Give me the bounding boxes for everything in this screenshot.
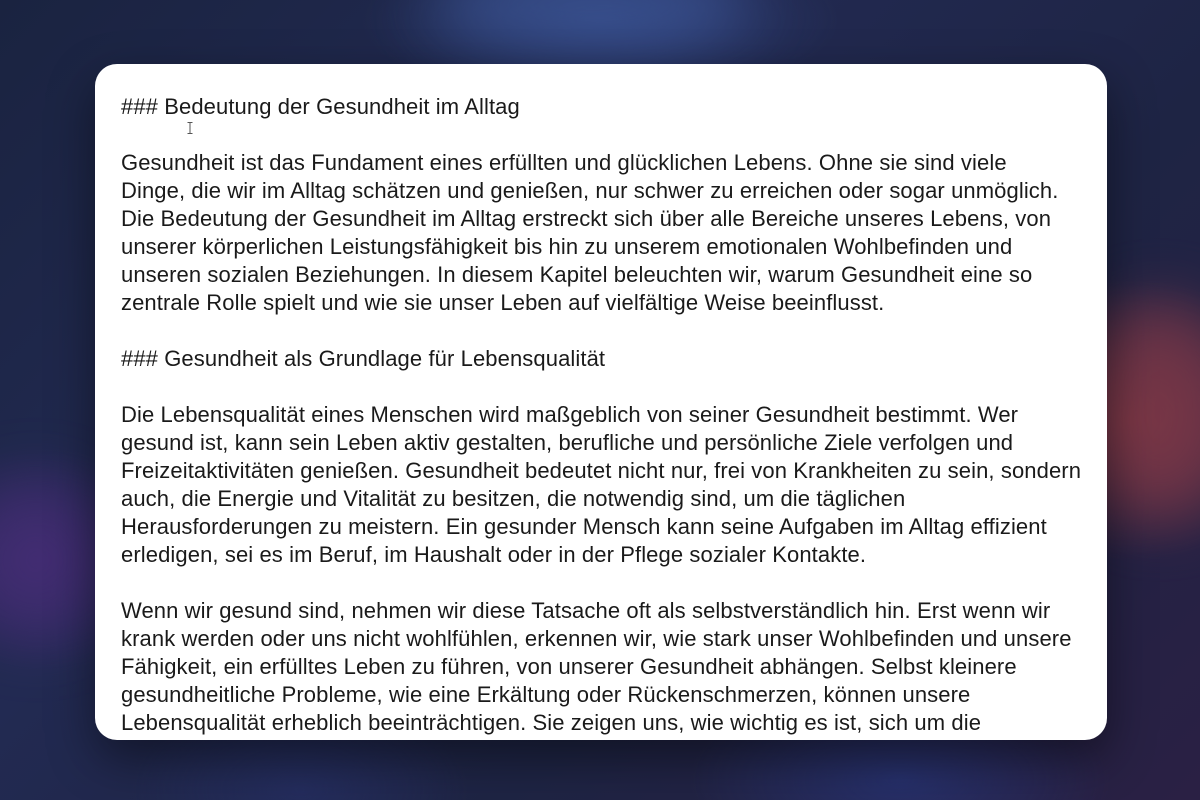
blank-line [121,317,1107,345]
paragraph-line: Wenn wir gesund sind, nehmen wir diese Tatsache oft als selbstverständlich hin. Erst wenn wir [121,598,1051,623]
paragraph-line: Dinge, die wir im Alltag schätzen und genießen, nur schwer zu erreichen oder sogar unmöglich. [121,178,1059,203]
blank-line [121,121,1107,149]
paragraph-line: Gesundheit ist das Fundament eines erfüllten und glücklichen Lebens. Ohne sie sind viele [121,150,1007,175]
background-blob [430,0,750,50]
paragraph-line: Freizeitaktivitäten genießen. Gesundheit bedeutet nicht nur, frei von Krankheiten zu sein, sondern [121,458,1082,483]
document-window [95,64,1107,740]
paragraph-line: Fähigkeit, ein erfülltes Leben zu führen, von unserer Gesundheit abhängen. Selbst kleinere [121,654,1017,679]
paragraph [121,597,1107,737]
paragraph-line: gesundheitliche Probleme, wie eine Erkältung oder Rückenschmerzen, können unsere [121,682,971,707]
document-body[interactable] [121,93,1107,737]
paragraph-line: krank werden oder uns nicht wohlfühlen, erkennen wir, wie stark unser Wohlbefinden und unsere [121,626,1072,651]
paragraph [121,149,1107,317]
blank-line [121,373,1107,401]
document-heading: ### Gesundheit als Grundlage für Lebensqualität [121,346,606,371]
background-blob [0,480,110,640]
paragraph [121,401,1107,569]
blank-line [121,569,1107,597]
paragraph-line: auch, die Energie und Vitalität zu besitzen, die notwendig sind, um die täglichen [121,486,906,511]
paragraph-line: Die Lebensqualität eines Menschen wird maßgeblich von seiner Gesundheit bestimmt. Wer [121,402,1019,427]
paragraph-line: Lebensqualität erheblich beeinträchtigen. Sie zeigen uns, wie wichtig es ist, sich um die [121,710,982,735]
document-heading: ### Bedeutung der Gesundheit im Alltag [121,94,520,119]
paragraph-line: Herausforderungen zu meistern. Ein gesunder Mensch kann seine Aufgaben im Alltag effizient [121,514,1047,539]
text-cursor-icon [187,122,193,134]
paragraph-line: unserer körperlichen Leistungsfähigkeit bis hin zu unserem emotionalen Wohlbefinden und [121,234,1013,259]
paragraph-line: Die Bedeutung der Gesundheit im Alltag erstreckt sich über alle Bereiche unseres Lebens, von [121,206,1052,231]
paragraph-line: zentrale Rolle spielt und wie sie unser Leben auf vielfältige Weise beeinflusst. [121,290,885,315]
paragraph-line: gesund ist, kann sein Leben aktiv gestalten, berufliche und persönliche Ziele verfolgen und [121,430,1014,455]
paragraph-line: unseren sozialen Beziehungen. In diesem Kapitel beleuchten wir, warum Gesundheit eine so [121,262,1033,287]
paragraph-line: erledigen, sei es im Beruf, im Haushalt oder in der Pflege sozialer Kontakte. [121,542,867,567]
